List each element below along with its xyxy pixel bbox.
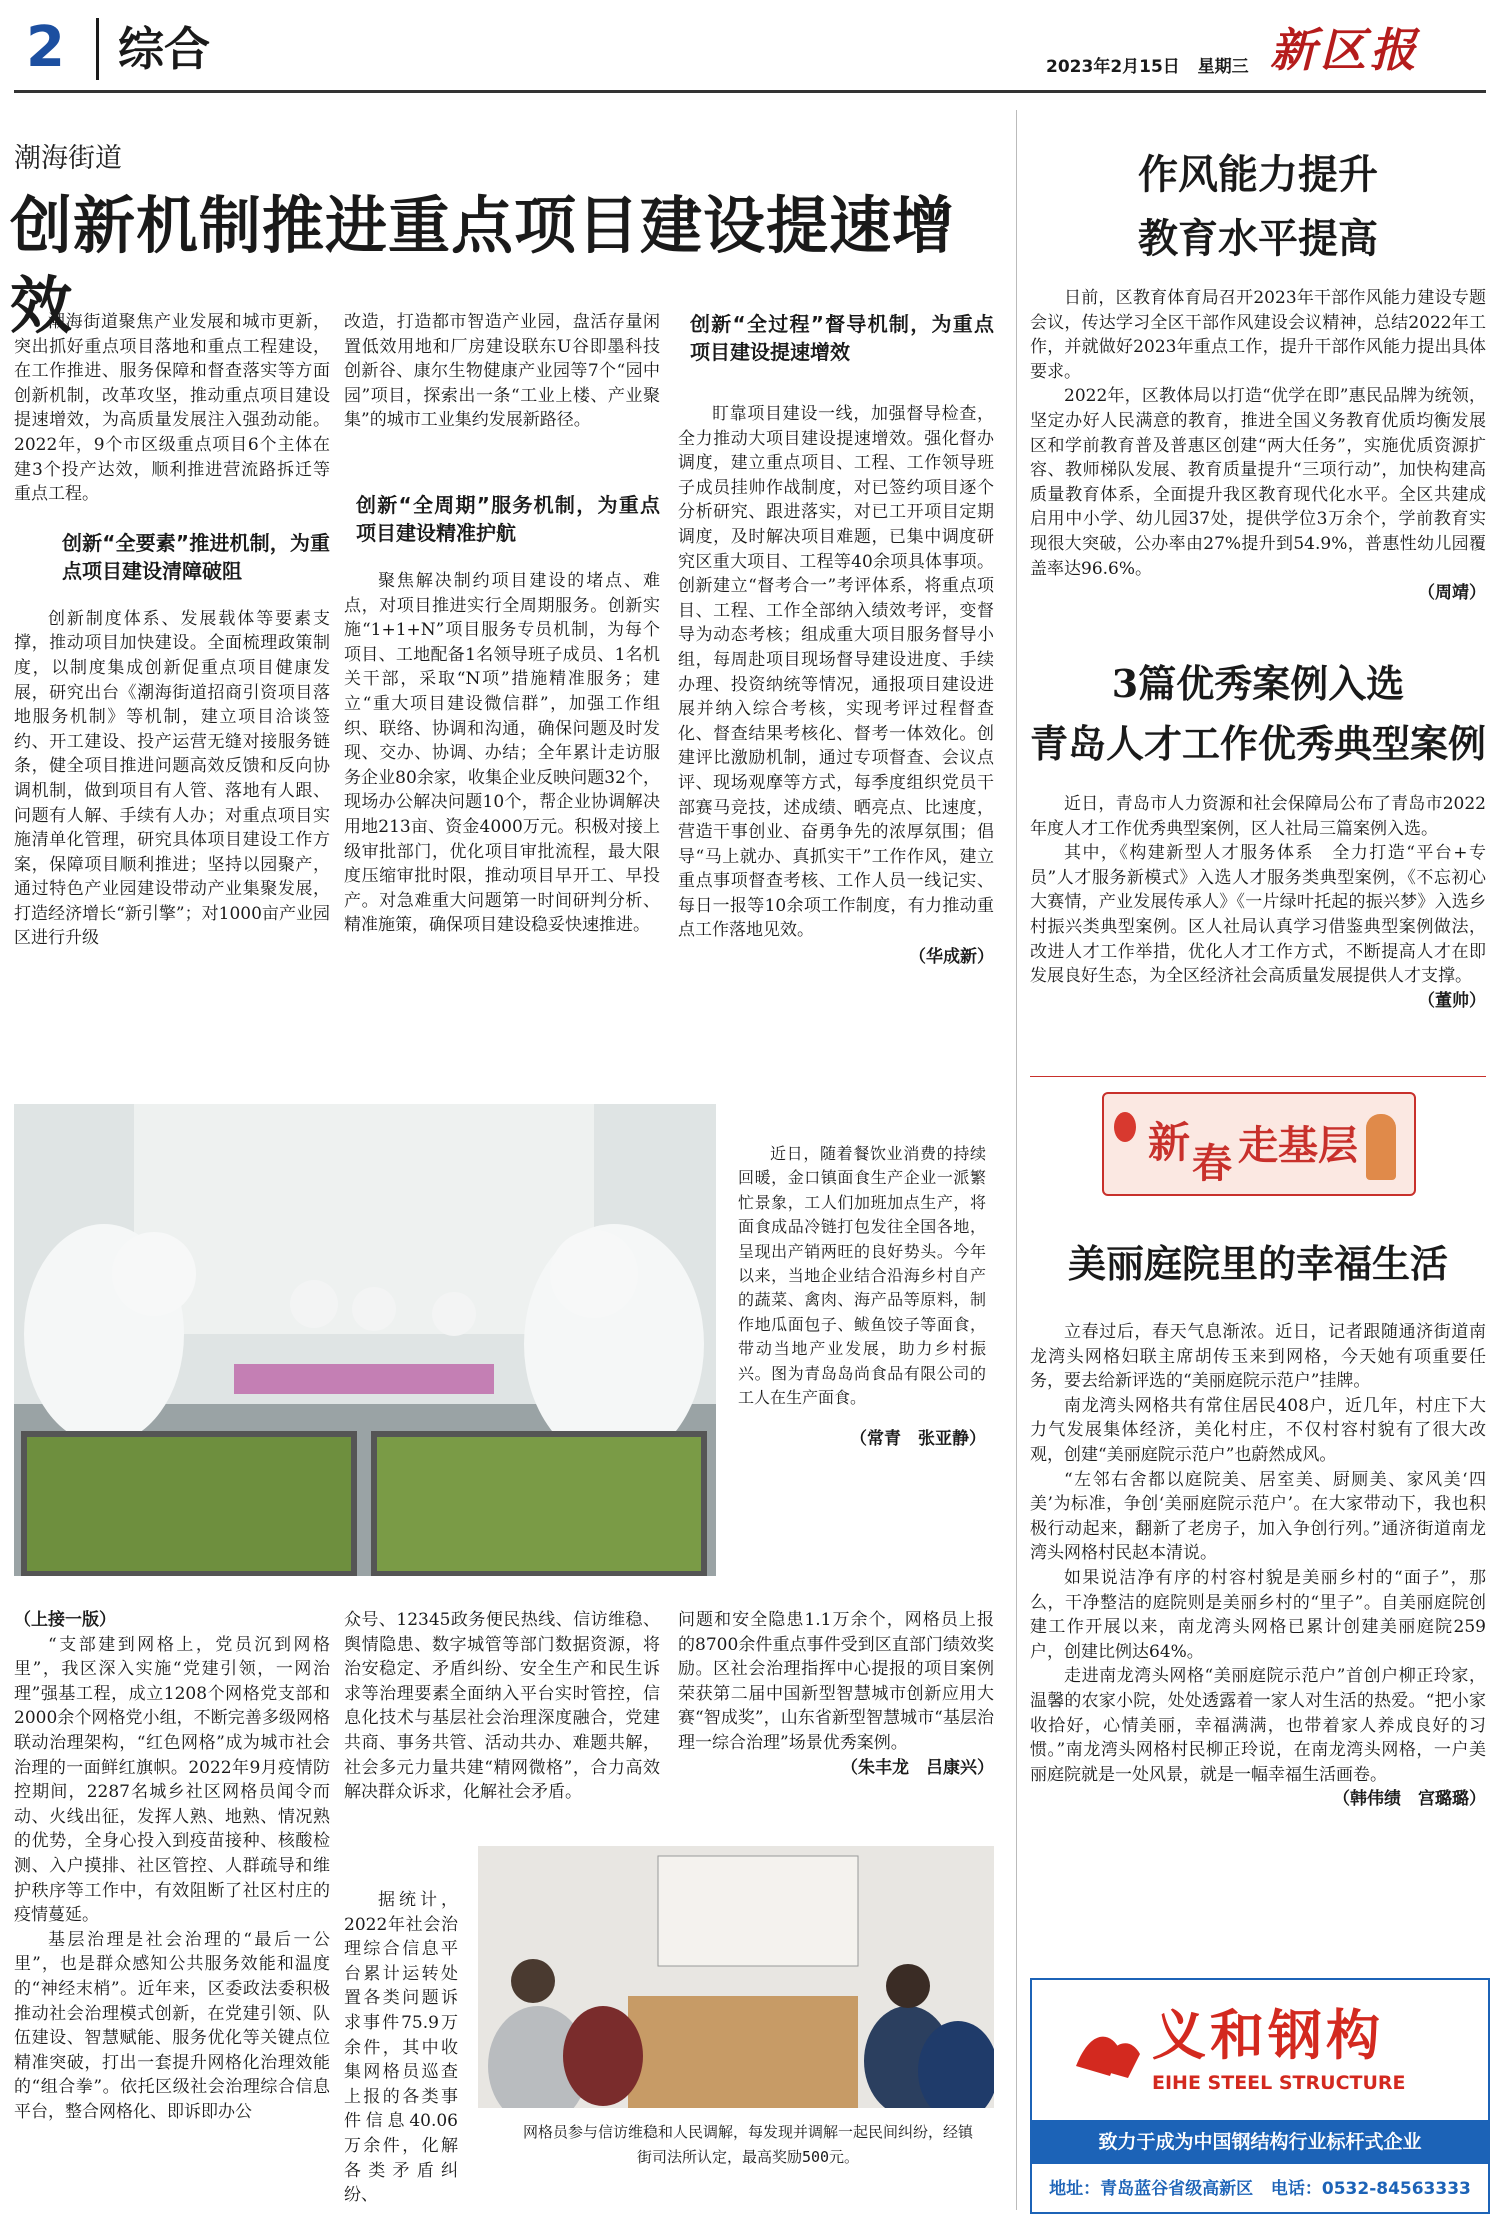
lead-paragraph: 聚焦解决制约项目建设的堵点、难点，对项目推进实行全周期服务。创新实施“1+1+N”项目服务专员机制，为每个项目、工地配备1名领导班子成员、1名机关干部，采取“N项”措施精准服务；建立“重大项目建设微信群”，加强工作组织、联络、协调和沟通，确保问题及时发现、交办、协调、办结；全年累计走访服务企业80余家，收集企业反映问题32个，现场办公解决问题10个，帮企业协调解决用地213亩、资金4000万元。积极对接上级审批部门，优化项目审批流程，最大限度压缩审批时限，推动项目早开工、早投产。对急难重大问题第一时间研判分析、精准施策，确保项目建设稳妥快速推进。 bbox=[344, 570, 660, 936]
continued-paragraph: 众号、12345政务便民热线、信访维稳、舆情隐患、数字城管等部门数据资源，将治安稳定、矛盾纠纷、安全生产和民生诉求等治理要素全面纳入平台实时管控，信息化技术与基层社会治理深度融合，党建共商、事务共管、活动共办、难题共解，社会多元力量共建“精网微格”，合力高效解决群众诉求，化解社会矛盾。 bbox=[344, 1610, 660, 1803]
company-logo-mark bbox=[1070, 2020, 1144, 2080]
courtyard-paragraph: 走进南龙湾头网格“美丽庭院示范户”首创户柳正玲家，温馨的农家小院，处处透露着一家人对生活的热爱。“把小家收拾好，心情美丽，幸福满满，也带着家人养成良好的习惯。”南龙湾头网格村民柳正玲说，在南龙湾头网格，一户美丽庭院就是一处风景，就是一幅幸福生活画卷。 bbox=[1030, 1666, 1486, 1785]
header-rule bbox=[14, 90, 1486, 93]
education-body bbox=[1030, 286, 1486, 606]
food-production-photo bbox=[14, 1104, 716, 1576]
continued-column-3 bbox=[678, 1608, 994, 1780]
lead-credit: （华成新） bbox=[909, 947, 994, 968]
courtyard-body bbox=[1030, 1320, 1486, 1812]
company-logo-icon bbox=[1070, 2020, 1144, 2080]
company-phone: 电话：0532-84563333 bbox=[1270, 2179, 1471, 2199]
advertisement bbox=[1030, 1978, 1490, 2214]
food-caption-text: 近日，随着餐饮业消费的持续回暖，金口镇面食生产企业一派繁忙景象，工人们加班加点生产，将面食成品冷链打包发往全国各地，呈现出产销两旺的良好势头。今年以来，当地企业结合沿海乡村自产的蔬菜、禽肉、海产品等原料，制作地瓜面包子、鲅鱼饺子等面食，带动当地产业发展，助力乡村振兴。图为青岛岛尚食品有限公司的工人在生产面食。 bbox=[738, 1144, 986, 1408]
food-photo-credit: （常青 张亚静） bbox=[850, 1429, 986, 1450]
mediation-photo bbox=[478, 1846, 994, 2108]
lead-paragraph: 潮海街道聚焦产业发展和城市更新，突出抓好重点项目落地和重点工程建设，在工作推进、服务保障和督查落实等方面创新机制，改革攻坚，推动重点项目建设提速增效，为高质量发展注入强劲动能。2022年，9个市区级重点项目6个主体在建3个投产达效，顺利推进营流路拆迁等重点工程。 bbox=[14, 312, 330, 505]
lead-paragraph: 改造，打造都市智造产业园，盘活存量闲置低效用地和厂房建设联东U谷即墨科技创新谷、康尔生物健康产业园等7个“园中园”项目，探索出一条“工业上楼、产业聚集”的城市工业集约发展新路径。 bbox=[344, 312, 660, 431]
issue-date bbox=[1046, 52, 1249, 77]
courtyard-paragraph: 南龙湾头网格共有常住居民408户，近几年，村庄下大力气发展集体经济，美化村庄，不仅村容村貌有了很大改观，创建“美丽庭院示范户”也蔚然成风。 bbox=[1030, 1395, 1486, 1465]
continued-column-2 bbox=[344, 1608, 660, 1805]
column-rule bbox=[1016, 110, 1017, 2210]
figure-icon bbox=[1366, 1114, 1396, 1180]
page-header bbox=[0, 0, 1500, 95]
continued-paragraph: “支部建到网格上，党员沉到网格里”，我区深入实施“党建引领，一网治理”强基工程，成立1208个网格党支部和2000余个网格党小组，不断完善多级网格联动治理架构，“红色网格”成为城市社会治理的一面鲜红旗帜。2022年9月疫情防控期间，2287名城乡社区网格员闻令而动、火线出征，发挥人熟、地熟、情况熟的优势，全身心投入到疫苗接种、核酸检测、入户摸排、社区管控、人群疏导和维护秩序等工作中，有效阻断了社区村庄的疫情蔓延。 bbox=[14, 1634, 330, 1926]
talent-credit: （董帅） bbox=[1418, 990, 1486, 1011]
badge-char-new: 新 bbox=[1148, 1118, 1191, 1167]
badge-char-spring: 春 bbox=[1192, 1140, 1232, 1187]
continued-label: （上接一版） bbox=[14, 1610, 116, 1630]
company-contact bbox=[1032, 2174, 1488, 2199]
food-photo-caption bbox=[738, 1142, 986, 1449]
talent-paragraph: 近日，青岛市人力资源和社会保障局公布了青岛市2022年度人才工作优秀典型案例，区人社局三篇案例入选。 bbox=[1030, 794, 1486, 839]
continued-credit: （朱丰龙 吕康兴） bbox=[841, 1757, 994, 1778]
education-headline-1: 作风能力提升 bbox=[1138, 151, 1378, 198]
courtyard-paragraph: 如果说洁净有序的村容村貌是美丽乡村的“面子”，那么，干净整洁的庭院则是美丽乡村的“里子”。自美丽庭院创建工作开展以来，南龙湾头网格已累计创建美丽庭院259户，创建比例达64%。 bbox=[1030, 1567, 1486, 1662]
weekday-text: 星期三 bbox=[1197, 57, 1249, 77]
page-number: 2 bbox=[26, 15, 65, 80]
masthead-logo: 新区报 bbox=[1270, 23, 1420, 77]
continued-paragraph: 基层治理是社会治理的“最后一公里”，也是群众感知公共服务效能和温度的“神经末梢”。近年来，区委政法委积极推动社会治理模式创新，在党建引领、队伍建设、智慧赋能、服务优化等关键点位精准突破，打出一套提升网格化治理效能的“组合拳”。依托区级社会治理综合信息平台，整合网格化、即诉即办公 bbox=[14, 1929, 330, 2122]
badge-panel-border bbox=[1030, 1076, 1486, 1077]
lead-column-1 bbox=[14, 310, 330, 951]
lead-subheading-3: 创新“全过程”督导机制，为重点项目建设提速增效 bbox=[690, 312, 994, 364]
mediation-illustration bbox=[478, 1846, 994, 2108]
lead-column-3 bbox=[678, 310, 994, 970]
lead-kicker: 潮海街道 bbox=[14, 143, 122, 174]
lead-headline: 创新机制推进重点项目建设提速增效 bbox=[10, 189, 956, 342]
lantern-icon bbox=[1114, 1112, 1136, 1142]
company-slogan: 致力于成为中国钢结构行业标杆式企业 bbox=[1032, 2120, 1488, 2164]
spring-grassroots-badge bbox=[1102, 1092, 1416, 1196]
courtyard-headline: 美丽庭院里的幸福生活 bbox=[1067, 1241, 1448, 1286]
continued-paragraph: 据统计，2022年社会治理综合信息平台累计运转处置各类问题诉求事件75.9万余件，其中收集网格员巡查上报的各类事件信息40.06万余件，化解各类矛盾纠纷、 bbox=[344, 1890, 458, 2206]
continued-column-2b bbox=[344, 1888, 458, 2208]
courtyard-paragraph: 立春过后，春天气息渐浓。近日，记者跟随通济街道南龙湾头网格妇联主席胡传玉来到网格，今天她有项重要任务，要去给新评选的“美丽庭院示范户”挂牌。 bbox=[1030, 1322, 1486, 1392]
company-address: 地址：青岛蓝谷省级高新区 bbox=[1049, 2179, 1254, 2199]
lead-subheading-1: 创新“全要素”推进机制，为重点项目建设清障破阻 bbox=[62, 530, 330, 583]
talent-headline-1: 3篇优秀案例入选 bbox=[1111, 661, 1405, 706]
education-paragraph: 2022年，区教体局以打造“优学在即”惠民品牌为统领，坚定办好人民满意的教育，推进全国义务教育优质均衡发展区和学前教育普及普惠区创建“两大任务”，实施优质资源扩容、教师梯队发展、教育质量提升“三项行动”，加快构建高质量教育体系，全面提升我区教育现代化水平。全区共建成启用中小学、幼儿园37处，提供学位3万余个，学前教育实现很大突破，公办率由27%提升到54.9%，普惠性幼儿园覆盖率达96.6%。 bbox=[1030, 386, 1486, 579]
header-divider bbox=[96, 18, 99, 80]
talent-headline-2: 青岛人才工作优秀典型案例 bbox=[1030, 721, 1487, 766]
courtyard-paragraph: “左邻右舍都以庭院美、居室美、厨厕美、家风美‘四美’为标准，争创‘美丽庭院示范户’。在大家带动下，我也积极行动起来，翻新了老房子，加入争创行列。”通济街道南龙湾头网格村民赵本清说。 bbox=[1030, 1469, 1486, 1564]
lead-subheading-2: 创新“全周期”服务机制，为重点项目建设精准护航 bbox=[356, 492, 660, 545]
date-text: 2023年2月15日 bbox=[1046, 57, 1180, 77]
education-paragraph: 日前，区教育体育局召开2023年干部作风能力建设专题会议，传达学习全区干部作风建设会议精神，总结2022年工作，并就做好2023年重点工作，提升干部作风能力提出具体要求。 bbox=[1030, 288, 1486, 382]
badge-text-grassroots: 走基层 bbox=[1238, 1122, 1358, 1169]
education-headline-2: 教育水平提高 bbox=[1138, 215, 1378, 262]
talent-body bbox=[1030, 792, 1486, 1013]
lead-column-2 bbox=[344, 310, 660, 938]
company-english-name: EIHE STEEL STRUCTURE bbox=[1152, 2072, 1406, 2094]
lead-paragraph: 盯靠项目建设一线，加强督导检查，全力推动大项目建设提速增效。强化督办调度，建立重点项目、工程、工作领导班子成员挂帅作战制度，对已签约项目逐个分析研究、跟进落实，对已工开项目定期调度，及时解决项目难题，已集中调度研究区重大项目、工程等40余项具体事项。创新建立“督考合一”考评体系，将重点项目、工程、工作全部纳入绩效考评，变督导为动态考核；组成重大项目服务督导小组，每周赴项目现场督导建设进度、手续办理、投资纳统等情况，通报项目建设进展并纳入综合考核，实现考评过程督查化、督查结果考核化、督考一体效化。创建评比激励机制，通过专项督查、会议点评、现场观摩等方式，每季度组织党员干部赛马竞技，述成绩、晒亮点、比速度，营造干事创业、奋勇争先的浓厚氛围；倡导“马上就办、真抓实干”工作作风，建立重点事项督查考核、工作人员一线记实、每日一报等10余项工作制度，有力推动重点工作落地见效。 bbox=[678, 404, 994, 941]
continued-paragraph: 问题和安全隐患1.1万余个，网格员上报的8700余件重点事件受到区直部门绩效奖励。区社会治理指挥中心提报的项目案例荣获第二届中国新型智慧城市创新应用大赛“智成奖”，山东省新型智慧城市“基层治理一综合治理”场景优秀案例。 bbox=[678, 1610, 994, 1753]
courtyard-credit: （韩伟绩 宫璐璐） bbox=[1333, 1789, 1486, 1810]
talent-paragraph: 其中，《构建新型人才服务体系 全力打造“平台+专员”人才服务新模式》入选人才服务类典型案例，《不忘初心大赛情，产业发展传承人》《一片绿叶托起的振兴梦》入选乡村振兴类典型案例。区人社局认真学习借鉴典型案例做法，改进人才工作举措，优化人才工作方式，不断提高人才在即发展良好生态，为全区经济社会高质量发展提供人才支撑。 bbox=[1030, 843, 1486, 987]
continued-column-1 bbox=[14, 1608, 330, 2124]
education-credit: （周靖） bbox=[1418, 583, 1486, 604]
company-name: 义和钢构 bbox=[1152, 2004, 1384, 2067]
food-production-illustration bbox=[14, 1104, 716, 1576]
section-name: 综合 bbox=[118, 22, 210, 76]
lead-paragraph: 创新制度体系、发展载体等要素支撑，推动项目加快建设。全面梳理政策制度，以制度集成创新促重点项目健康发展，研究出台《潮海街道招商引资项目落地服务机制》等机制，建立项目洽谈签约、开工建设、投产运营无缝对接服务链条，健全项目推进问题高效反馈和反向协调机制，做到项目有人管、落地有人跟、问题有人解、手续有人办；对重点项目实施清单化管理，研究具体项目建设工作方案，保障项目顺利推进；坚持以园聚产，通过特色产业园建设带动产业集聚发展，打造经济增长“新引擎”；对1000亩产业园区进行升级 bbox=[14, 608, 330, 949]
mediation-photo-caption: 网格员参与信访维稳和人民调解，每发现并调解一起民间纠纷，经镇街司法所认定，最高奖励500元。 bbox=[522, 2123, 973, 2166]
